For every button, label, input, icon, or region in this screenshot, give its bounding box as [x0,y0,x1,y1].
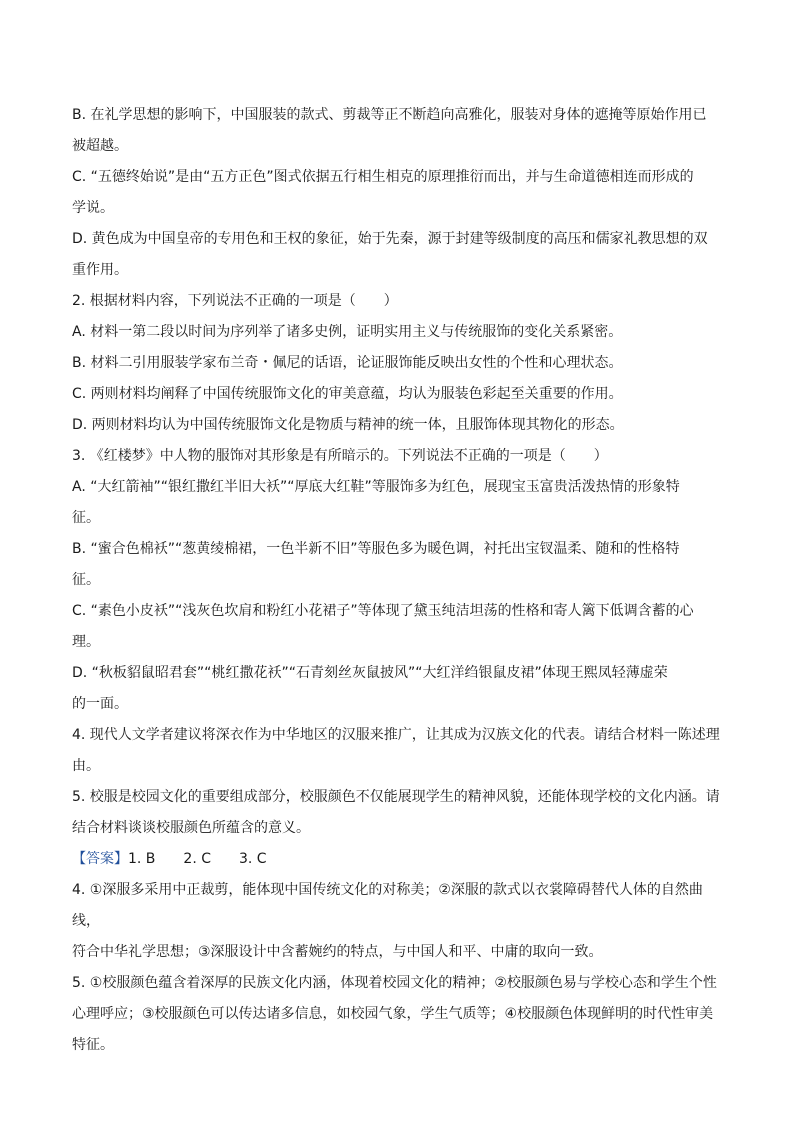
option-c-line-2: 学说。 [72,200,114,216]
q3-option-c-line-2: 理。 [72,634,100,650]
answer-5-line-2: 心理呼应；③校服颜色可以传达诸多信息，如校园气象，学生气质等；④校服颜色体现鲜明的时代性审美 [72,1006,714,1022]
q2-option-d: D. 两则材料均认为中国传统服饰文化是物质与精神的统一体，且服饰体现其物化的形态。 [72,417,624,433]
option-c-line-1: C. “五德终始说”是由“五方正色”图式依据五行相生相克的原理推衍而出，并与生命道德相连而形成的 [72,169,694,185]
question-5-line-1: 5. 校服是校园文化的重要组成部分，校服颜色不仅能展现学生的精神风貌，还能体现学校的文化内涵。请 [72,789,720,805]
q3-option-b-line-1: B. “蜜合色棉袄”“葱黄绫棉裙，一色半新不旧”等服色多为暖色调，衬托出宝钗温柔、随和的性格特 [72,541,680,557]
q3-option-d-line-2: 的一面。 [72,696,128,712]
answer-key-values: 1. B 2. C 3. C [128,851,267,867]
document-body [72,100,724,1061]
question-4-line-2: 由。 [72,758,100,774]
answer-4-line-2: 符合中华礼学思想；③深服设计中含蓄婉约的特点，与中国人和平、中庸的取向一致。 [72,944,603,960]
answer-5-line-1: 5. ①校服颜色蕴含着深厚的民族文化内涵，体现着校园文化的精神；②校服颜色易与学校心态和学生个性 [72,975,717,991]
answer-5-line-3: 特征。 [72,1037,114,1053]
q2-option-b: B. 材料二引用服装学家布兰奇・佩尼的话语，论证服饰能反映出女性的个性和心理状态。 [72,355,623,371]
answer-4-line-1: 4. ①深服多采用中正裁剪，能体现中国传统文化的对称美；②深服的款式以衣裳障碍替代人体的自然曲线， [72,882,703,929]
option-b-line-2: 被超越。 [72,138,128,154]
option-b-line-1: B. 在礼学思想的影响下，中国服装的款式、剪裁等正不断趋向高雅化，服装对身体的遮掩等原始作用已 [72,107,707,123]
question-3-stem: 3. 《红楼梦》中人物的服饰对其形象是有所暗示的。下列说法不正确的一项是（ ） [72,448,608,464]
q3-option-b-line-2: 征。 [72,572,100,588]
question-4-line-1: 4. 现代人文学者建议将深衣作为中华地区的汉服来推广，让其成为汉族文化的代表。请结合材料一陈述理 [72,727,720,743]
q2-option-c: C. 两则材料均阐释了中国传统服饰文化的审美意蕴，均认为服装色彩起至关重要的作用。 [72,386,623,402]
answer-tag: 【答案】 [72,851,128,867]
q3-option-d-line-1: D. “秋板貂鼠昭君套”“桃红撒花袄”“石青刻丝灰鼠披风”“大红洋绉银鼠皮裙”体现王熙凤轻薄虚荣 [72,665,668,681]
q3-option-c-line-1: C. “素色小皮袄”“浅灰色坎肩和粉红小花裙子”等体现了黛玉纯洁坦荡的性格和寄人篱下低调含蓄的心 [72,603,694,619]
option-d-line-1: D. 黄色成为中国皇帝的专用色和王权的象征，始于先秦，源于封建等级制度的高压和儒家礼教思想的双 [72,231,708,247]
answer-key-line [72,844,724,875]
option-d-line-2: 重作用。 [72,262,128,278]
question-2-stem: 2. 根据材料内容，下列说法不正确的一项是（ ） [72,293,398,309]
q3-option-a-line-1: A. “大红箭袖”“银红撒红半旧大袄”“厚底大红鞋”等服饰多为红色，展现宝玉富贵活泼热情的形象特 [72,479,680,495]
question-5-line-2: 结合材料谈谈校服颜色所蕴含的意义。 [72,820,310,836]
q2-option-a: A. 材料一第二段以时间为序列举了诸多史例，证明实用主义与传统服饰的变化关系紧密。 [72,324,623,340]
q3-option-a-line-2: 征。 [72,510,100,526]
